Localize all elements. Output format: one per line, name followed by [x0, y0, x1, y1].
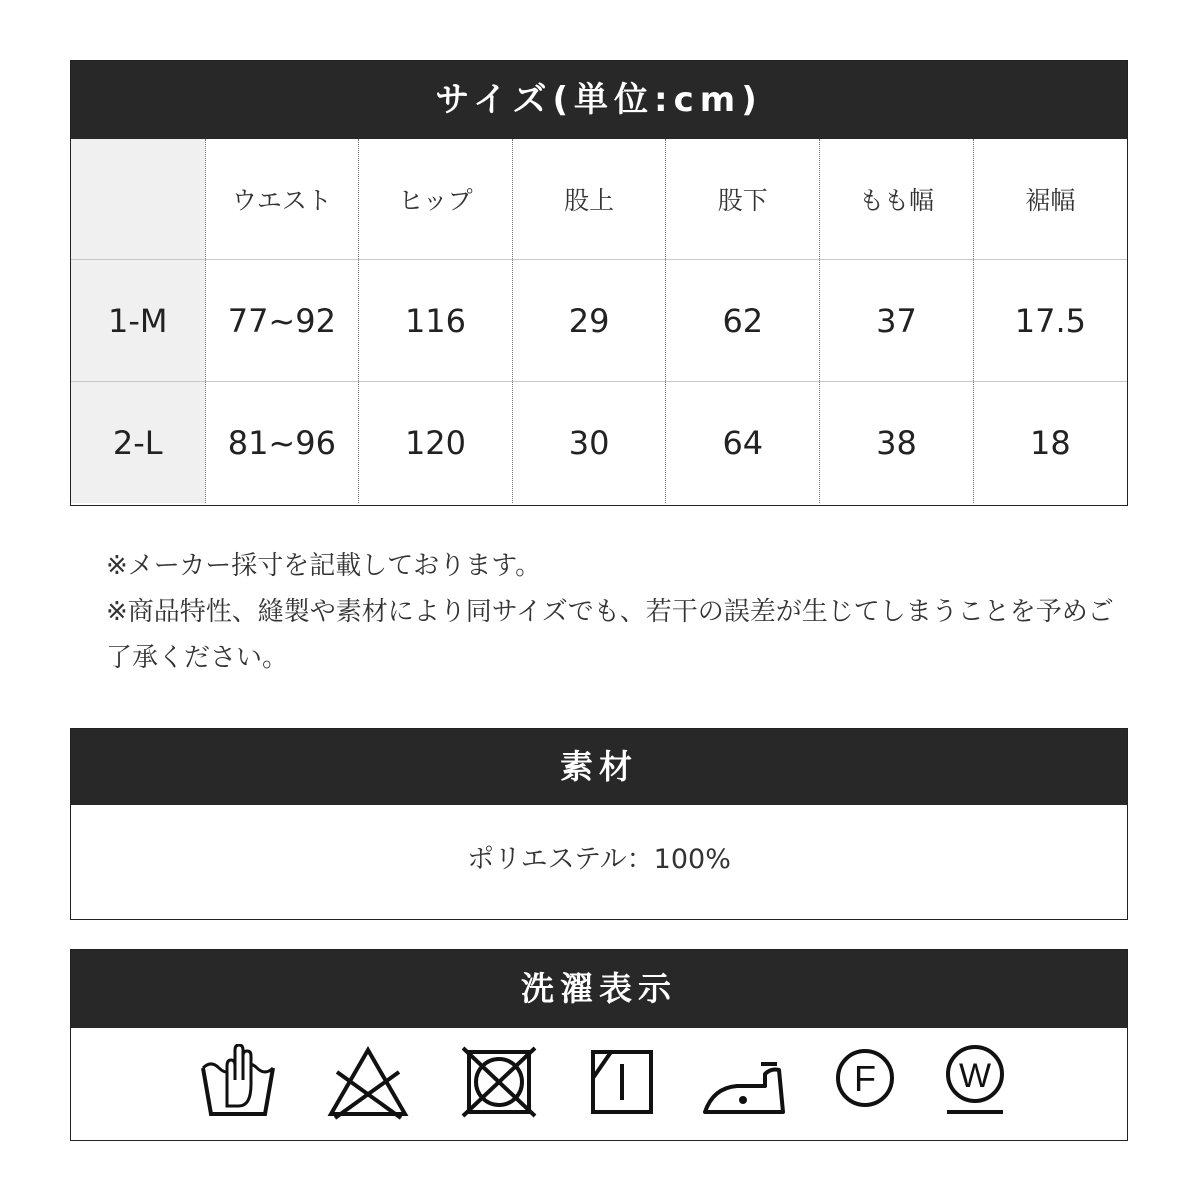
note-measurement: ※メーカー採寸を記載しております。 — [106, 551, 542, 581]
header-cell-waist: ウエスト — [205, 139, 359, 260]
size-label-cell: 2-L — [71, 382, 205, 504]
no-tumble-dry-icon — [459, 1044, 539, 1120]
table-cell: 18 — [973, 382, 1127, 504]
header-cell-rise: 股上 — [512, 139, 666, 260]
header-cell-thigh: もも幅 — [820, 139, 974, 260]
header-cell-hip: ヒップ — [359, 139, 513, 260]
table-cell: 30 — [512, 382, 666, 504]
table-cell: 116 — [359, 260, 513, 382]
iron-low-icon — [703, 1044, 785, 1120]
size-label-cell: 1-M — [71, 260, 205, 382]
hand-wash-icon — [197, 1044, 279, 1120]
size-table-header-row — [71, 139, 1127, 260]
table-cell: 62 — [666, 260, 820, 382]
dry-clean-f-icon — [833, 1044, 897, 1120]
note-tolerance: ※商品特性、縫製や素材により同サイズでも、若干の誤差が生じてしまうことを予めご了承ください。 — [106, 597, 1114, 673]
table-row — [71, 260, 1127, 382]
material-title: 素材 — [71, 729, 1127, 805]
dry-clean-letter: F — [854, 1058, 876, 1099]
wet-clean-w-icon — [943, 1044, 1007, 1120]
table-cell: 17.5 — [973, 260, 1127, 382]
line-dry-shade-icon — [589, 1044, 655, 1120]
table-cell: 64 — [666, 382, 820, 504]
corner-cell — [71, 139, 205, 260]
care-icons — [71, 1028, 1127, 1140]
size-table — [71, 139, 1127, 503]
table-cell: 77~92 — [205, 260, 359, 382]
wet-clean-letter: W — [958, 1057, 992, 1095]
care-title: 洗濯表示 — [71, 950, 1127, 1028]
care-section — [70, 949, 1128, 1141]
notes — [78, 543, 1128, 681]
size-table-section — [70, 60, 1128, 506]
table-cell: 38 — [820, 382, 974, 504]
table-row — [71, 382, 1127, 504]
table-cell: 29 — [512, 260, 666, 382]
table-cell: 37 — [820, 260, 974, 382]
header-cell-inseam: 股下 — [666, 139, 820, 260]
material-composition: ポリエステル：100% — [467, 844, 731, 875]
header-cell-hem: 裾幅 — [973, 139, 1127, 260]
no-bleach-icon — [327, 1044, 409, 1120]
table-cell: 81~96 — [205, 382, 359, 504]
table-cell: 120 — [359, 382, 513, 504]
material-section — [70, 728, 1128, 920]
size-table-title: サイズ(単位:cm) — [71, 61, 1127, 139]
